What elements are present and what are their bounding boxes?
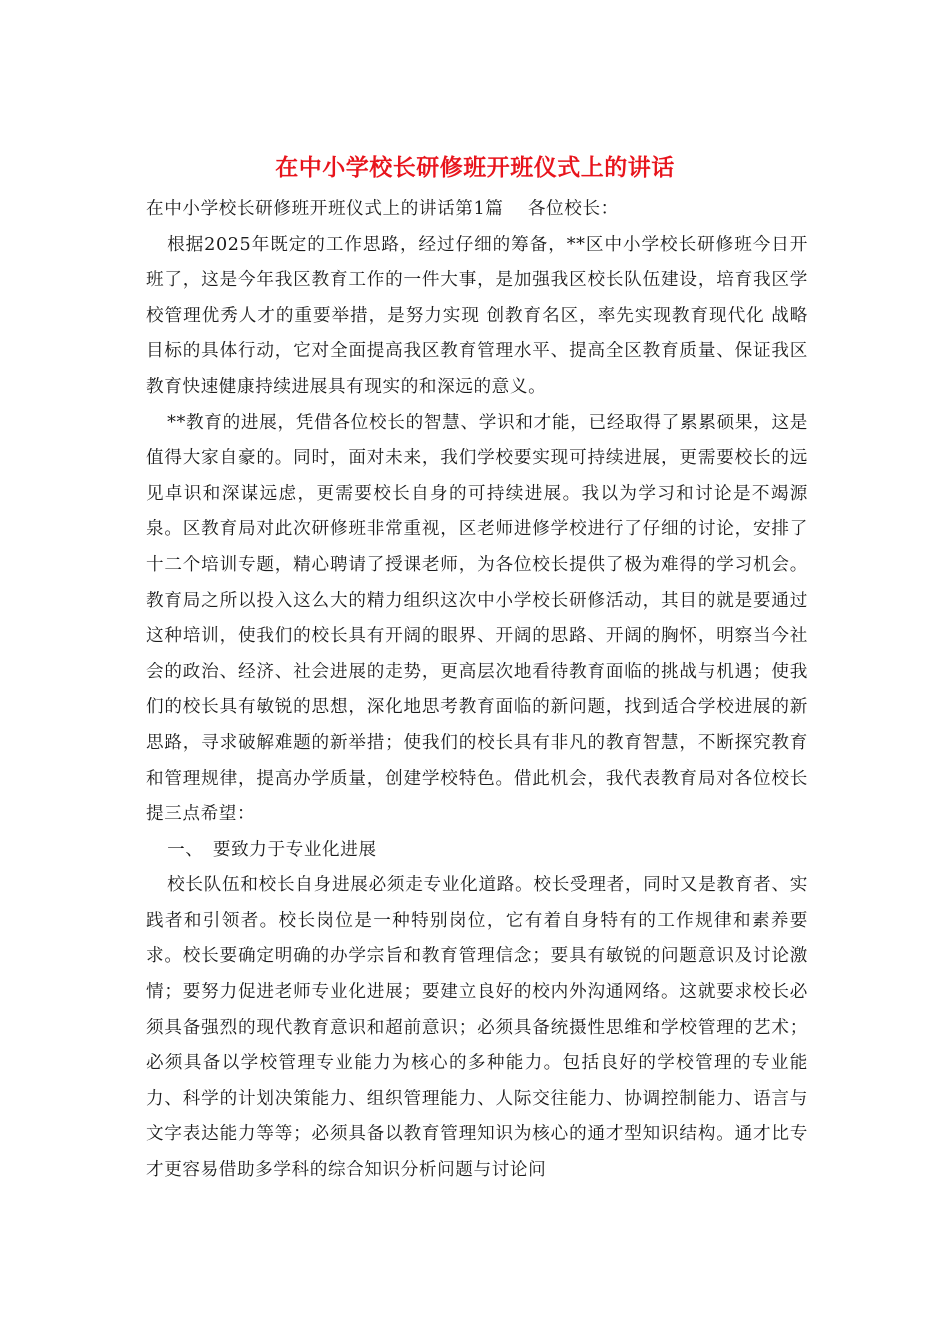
opening-line: 在中小学校长研修班开班仪式上的讲话第1篇 各位校长： xyxy=(146,199,619,219)
paragraph-2: **教育的进展，凭借各位校长的智慧、学识和才能，已经取得了累累硕果，这是值得大家自豪的。同时，面对未来，我们学校要实现可持续进展，更需要校长的远见卓识和深谋远虑，更需要校长自身的可持续进展。我以为学习和讨论是不竭源泉。区教育局对此次研修班非常重视，区老师进修学校进行了仔细的讨论，安排了十二个培训专题，精心聘请了授课老师，为各位校长提供了极为难得的学习机会。教育局之所以投入这么大的精力组织这次中小学校长研修活动，其目的就是要通过这种培训，使我们的校长具有开阔的眼界、开阔的思路、开阔的胸怀，明察当今社会的政治、经济、社会进展的走势，更高层次地看待教育面临的挑战与机遇；使我们的校长具有敏锐的思想，深化地思考教育面临的新问题，找到适合学校进展的新思路，寻求破解难题的新举措；使我们的校长具有非凡的教育智慧，不断探究教育和管理规律，提高办学质量，创建学校特色。借此机会，我代表教育局对各位校长提三点希望： xyxy=(146,412,808,825)
paragraph-3: 校长队伍和校长自身进展必须走专业化道路。校长受理者，同时又是教育者、实践者和引领者。校长岗位是一种特别岗位，它有着自身特有的工作规律和素养要求。校长要确定明确的办学宗旨和教育管理信念；要具有敏锐的问题意识及讨论激情；要努力促进老师专业化进展；要建立良好的校内外沟通网络。这就要求校长必须具备强烈的现代教育意识和超前意识；必须具备统摄性思维和学校管理的艺术；必须具备以学校管理专业能力为核心的多种能力。包括良好的学校管理的专业能力、科学的计划决策能力、组织管理能力、人际交往能力、协调控制能力、语言与文字表达能力等等；必须具备以教育管理知识为核心的通才型知识结构。通才比专才更容易借助多学科的综合知识分析问题与讨论问 xyxy=(146,875,808,1181)
document-body xyxy=(146,192,808,1189)
section-heading-1: 一、 要致力于专业化进展 xyxy=(167,839,377,860)
document-title: 在中小学校长研修班开班仪式上的讲话 xyxy=(275,154,675,181)
paragraph-1: 根据2025年既定的工作思路，经过仔细的筹备，**区中小学校长研修班今日开班了，这是今年我区教育工作的一件大事，是加强我区校长队伍建设，培育我区学校管理优秀人才的重要举措，是努力实现 创教育名区，率先实现教育现代化 战略目标的具体行动，它对全面提高我区教育管理水平、提高全区教育质量、保证我区教育快速健康持续进展具有现实的和深远的意义。 xyxy=(146,234,808,397)
